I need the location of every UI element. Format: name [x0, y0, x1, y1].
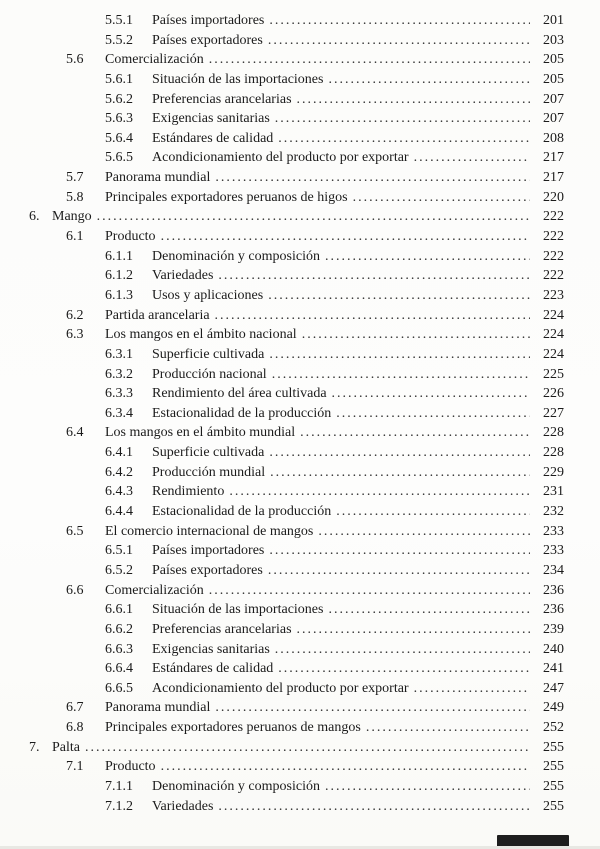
toc-entry	[0, 50, 564, 70]
toc-entry-number: 6.1.2	[105, 268, 133, 284]
toc-entry-page: 205	[543, 52, 564, 68]
toc-entry	[0, 266, 564, 286]
toc-entry-page: 217	[543, 170, 564, 186]
toc-entry-title: Situación de las importaciones	[152, 602, 324, 618]
toc-entry-title: Palta	[52, 739, 80, 755]
toc-entry-page: 239	[543, 621, 564, 637]
dot-leader	[209, 581, 530, 601]
dot-leader	[300, 423, 530, 443]
toc-entry-page: 229	[543, 464, 564, 480]
toc-entry	[0, 345, 564, 365]
dot-leader	[269, 443, 530, 463]
toc-entry-number: 6.5	[66, 523, 84, 539]
toc-entry-number: 6.4.1	[105, 445, 133, 461]
toc-entry-title: Superficie cultivada	[152, 445, 265, 461]
toc-entry	[0, 463, 564, 483]
toc-entry-page: 227	[543, 405, 564, 421]
toc-entry-number: 6.6.3	[105, 641, 133, 657]
dot-leader	[332, 384, 530, 404]
toc-entry-title: Estacionalidad de la producción	[152, 504, 332, 520]
toc-entry	[0, 207, 564, 227]
toc-entry-number: 7.1.1	[105, 778, 133, 794]
dot-leader	[269, 541, 530, 561]
dot-leader	[85, 738, 530, 758]
toc-entry-number: 6.2	[66, 307, 84, 323]
toc-entry-number: 6.6	[66, 582, 84, 598]
toc-entry-title: Superficie cultivada	[152, 346, 265, 362]
toc-entry-title: Producto	[105, 759, 156, 775]
toc-entry-page: 240	[543, 641, 564, 657]
toc-entry	[0, 541, 564, 561]
toc-entry-page: 225	[543, 366, 564, 382]
toc-entry-number: 6.6.4	[105, 661, 133, 677]
toc-entry-title: Partida arancelaria	[105, 307, 210, 323]
toc-entry	[0, 777, 564, 797]
toc-entry-number: 5.5.2	[105, 32, 133, 48]
toc-entry-number: 5.7	[66, 170, 84, 186]
toc-entry-title: Variedades	[152, 798, 214, 814]
toc-entry-number: 6.8	[66, 720, 84, 736]
dot-leader	[268, 286, 530, 306]
toc-entry-title: Preferencias arancelarias	[152, 621, 292, 637]
toc-entry	[0, 384, 564, 404]
dot-leader	[325, 777, 530, 797]
toc-entry-number: 6.1	[66, 229, 84, 245]
toc-entry-page: 233	[543, 543, 564, 559]
toc-entry-number: 5.6.2	[105, 91, 133, 107]
table-of-contents	[0, 11, 564, 816]
toc-entry-number: 5.6.3	[105, 111, 133, 127]
toc-entry	[0, 188, 564, 208]
toc-entry-page: 223	[543, 287, 564, 303]
dot-leader	[161, 227, 530, 247]
toc-entry-number: 6.3.3	[105, 386, 133, 402]
toc-entry-page: 217	[543, 150, 564, 166]
toc-entry-number: 6.6.5	[105, 680, 133, 696]
toc-entry-number: 5.6	[66, 52, 84, 68]
dot-leader	[268, 561, 530, 581]
toc-entry-title: Producción nacional	[152, 366, 267, 382]
toc-entry-page: 228	[543, 425, 564, 441]
toc-entry-title: Situación de las importaciones	[152, 71, 324, 87]
toc-entry-page: 224	[543, 327, 564, 343]
toc-entry	[0, 129, 564, 149]
dot-leader	[275, 109, 530, 129]
toc-entry-title: Variedades	[152, 268, 214, 284]
toc-entry-number: 6.5.1	[105, 543, 133, 559]
toc-entry	[0, 561, 564, 581]
toc-entry-number: 6.	[29, 209, 40, 225]
dot-leader	[272, 365, 530, 385]
toc-entry-title: Países importadores	[152, 543, 265, 559]
dot-leader	[336, 502, 530, 522]
toc-entry-title: Denominación y composición	[152, 248, 320, 264]
toc-entry-page: 236	[543, 582, 564, 598]
toc-entry	[0, 600, 564, 620]
toc-entry-number: 6.4.3	[105, 484, 133, 500]
toc-entry-page: 233	[543, 523, 564, 539]
toc-entry	[0, 679, 564, 699]
toc-entry	[0, 306, 564, 326]
toc-entry-title: Principales exportadores peruanos de higos	[105, 189, 348, 205]
dot-leader	[218, 797, 530, 817]
dot-leader	[269, 11, 530, 31]
dot-leader	[328, 600, 530, 620]
dot-leader	[215, 306, 530, 326]
toc-entry-number: 6.3	[66, 327, 84, 343]
toc-entry	[0, 522, 564, 542]
toc-entry-title: Principales exportadores peruanos de mangos	[105, 720, 361, 736]
toc-entry-page: 222	[543, 209, 564, 225]
toc-entry-page: 231	[543, 484, 564, 500]
toc-entry-number: 6.7	[66, 700, 84, 716]
toc-entry-title: Usos y aplicaciones	[152, 287, 264, 303]
dot-leader	[275, 640, 530, 660]
dot-leader	[278, 659, 530, 679]
toc-entry-number: 6.5.2	[105, 562, 133, 578]
dot-leader	[278, 129, 530, 149]
toc-entry-title: Comercialización	[105, 52, 204, 68]
toc-entry-title: El comercio internacional de mangos	[105, 523, 314, 539]
toc-entry-number: 5.6.1	[105, 71, 133, 87]
toc-entry-number: 6.3.4	[105, 405, 133, 421]
toc-entry-page: 236	[543, 602, 564, 618]
toc-entry	[0, 227, 564, 247]
toc-entry-number: 5.6.4	[105, 130, 133, 146]
toc-entry-page: 241	[543, 661, 564, 677]
toc-entry-number: 6.4.4	[105, 504, 133, 520]
toc-entry-number: 6.4	[66, 425, 84, 441]
toc-entry-page: 203	[543, 32, 564, 48]
toc-entry-number: 7.1	[66, 759, 84, 775]
toc-entry-number: 7.	[29, 739, 40, 755]
toc-entry	[0, 718, 564, 738]
toc-entry-number: 6.1.1	[105, 248, 133, 264]
toc-entry-page: 224	[543, 307, 564, 323]
toc-entry-page: 255	[543, 798, 564, 814]
toc-entry-title: Panorama mundial	[105, 700, 211, 716]
toc-entry-number: 5.6.5	[105, 150, 133, 166]
toc-entry-title: Los mangos en el ámbito nacional	[105, 327, 297, 343]
toc-entry-title: Preferencias arancelarias	[152, 91, 292, 107]
dot-leader	[209, 50, 530, 70]
toc-entry-page: 201	[543, 13, 564, 28]
dot-leader	[269, 345, 530, 365]
toc-entry-number: 5.8	[66, 189, 84, 205]
toc-entry-page: 226	[543, 386, 564, 402]
toc-entry	[0, 325, 564, 345]
toc-entry-page: 222	[543, 268, 564, 284]
toc-entry-title: Rendimiento	[152, 484, 225, 500]
toc-entry-title: Exigencias sanitarias	[152, 641, 270, 657]
toc-entry	[0, 423, 564, 443]
toc-entry-page: 205	[543, 71, 564, 87]
toc-entry-title: Acondicionamiento del producto por exportar	[152, 680, 409, 696]
dot-leader	[318, 522, 530, 542]
dot-leader	[414, 148, 530, 168]
toc-entry	[0, 797, 564, 817]
toc-entry	[0, 502, 564, 522]
toc-entry-title: Panorama mundial	[105, 170, 211, 186]
toc-entry-page: 228	[543, 445, 564, 461]
toc-entry-title: Países importadores	[152, 13, 265, 28]
toc-entry-page: 207	[543, 111, 564, 127]
toc-entry-number: 6.3.1	[105, 346, 133, 362]
dot-leader	[302, 325, 530, 345]
toc-entry-title: Países exportadores	[152, 32, 263, 48]
toc-entry-number: 6.4.2	[105, 464, 133, 480]
toc-entry-page: 222	[543, 248, 564, 264]
toc-entry-page: 220	[543, 189, 564, 205]
dot-leader	[268, 31, 530, 51]
toc-entry-page: 232	[543, 504, 564, 520]
toc-entry	[0, 659, 564, 679]
dot-leader	[270, 463, 530, 483]
dot-leader	[218, 266, 530, 286]
toc-entry	[0, 640, 564, 660]
toc-entry-title: Estándares de calidad	[152, 130, 274, 146]
toc-entry-title: Países exportadores	[152, 562, 263, 578]
toc-entry	[0, 698, 564, 718]
toc-entry-page: 255	[543, 759, 564, 775]
toc-entry-page: 222	[543, 229, 564, 245]
dot-leader	[215, 698, 530, 718]
toc-entry-page: 255	[543, 739, 564, 755]
toc-entry-number: 6.6.2	[105, 621, 133, 637]
toc-entry-number: 6.1.3	[105, 287, 133, 303]
toc-entry	[0, 148, 564, 168]
toc-entry-number: 5.5.1	[105, 13, 133, 28]
toc-entry	[0, 482, 564, 502]
toc-entry-title: Comercialización	[105, 582, 204, 598]
dot-leader	[414, 679, 530, 699]
toc-entry-title: Rendimiento del área cultivada	[152, 386, 327, 402]
dot-leader	[229, 482, 530, 502]
toc-entry-title: Estándares de calidad	[152, 661, 274, 677]
toc-entry	[0, 404, 564, 424]
toc-entry	[0, 757, 564, 777]
toc-entry	[0, 620, 564, 640]
toc-entry-page: 249	[543, 700, 564, 716]
toc-entry	[0, 109, 564, 129]
toc-entry	[0, 247, 564, 267]
toc-entry	[0, 70, 564, 90]
toc-entry-title: Los mangos en el ámbito mundial	[105, 425, 296, 441]
toc-entry	[0, 168, 564, 188]
dot-leader	[297, 620, 530, 640]
dot-leader	[297, 90, 530, 110]
toc-entry-title: Producción mundial	[152, 464, 266, 480]
toc-entry-title: Mango	[52, 209, 92, 225]
dot-leader	[97, 207, 530, 227]
toc-entry-title: Exigencias sanitarias	[152, 111, 270, 127]
toc-entry-page: 208	[543, 130, 564, 146]
toc-entry-title: Acondicionamiento del producto por exportar	[152, 150, 409, 166]
toc-entry	[0, 286, 564, 306]
toc-entry-number: 6.6.1	[105, 602, 133, 618]
dot-leader	[215, 168, 530, 188]
toc-entry-number: 7.1.2	[105, 798, 133, 814]
toc-entry	[0, 365, 564, 385]
dot-leader	[336, 404, 530, 424]
toc-entry	[0, 443, 564, 463]
toc-entry-page: 247	[543, 680, 564, 696]
toc-entry-page: 207	[543, 91, 564, 107]
dot-leader	[161, 757, 530, 777]
toc-entry	[0, 90, 564, 110]
toc-entry	[0, 11, 564, 31]
dot-leader	[325, 247, 530, 267]
toc-entry-title: Estacionalidad de la producción	[152, 405, 332, 421]
toc-entry-page: 255	[543, 778, 564, 794]
toc-entry-title: Producto	[105, 229, 156, 245]
toc-entry-title: Denominación y composición	[152, 778, 320, 794]
dot-leader	[366, 718, 530, 738]
dot-leader	[353, 188, 530, 208]
toc-entry	[0, 581, 564, 601]
toc-entry	[0, 31, 564, 51]
toc-entry-page: 224	[543, 346, 564, 362]
dot-leader	[328, 70, 530, 90]
toc-entry-page: 252	[543, 720, 564, 736]
toc-entry-page: 234	[543, 562, 564, 578]
toc-entry	[0, 738, 564, 758]
toc-entry-number: 6.3.2	[105, 366, 133, 382]
